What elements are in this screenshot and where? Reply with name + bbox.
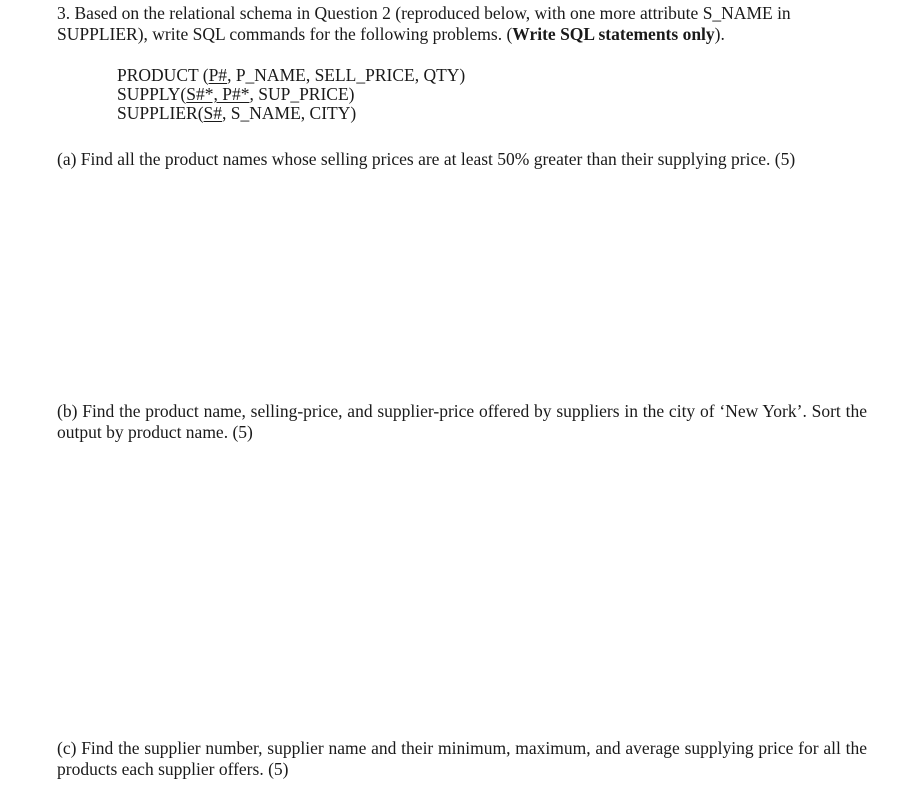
schema-product xyxy=(117,66,465,85)
schema-supply-attributes: , SUP_PRICE) xyxy=(249,84,355,104)
schema-product-name: PRODUCT ( xyxy=(117,65,209,85)
question-intro xyxy=(57,3,867,45)
schema-supplier-attributes: , S_NAME, CITY) xyxy=(222,103,357,123)
schema-supply xyxy=(117,85,465,104)
schema-supply-key: S#*, P#* xyxy=(186,84,250,104)
part-a: (a) Find all the product names whose selling prices are at least 50% greater than their supplying price. (5) xyxy=(57,149,796,169)
schema-product-attributes: , P_NAME, SELL_PRICE, QTY) xyxy=(227,65,466,85)
relational-schema xyxy=(117,66,465,123)
schema-supply-name: SUPPLY( xyxy=(117,84,187,104)
schema-supplier-key: S# xyxy=(203,103,223,123)
intro-text-end: ). xyxy=(714,24,725,44)
part-c: (c) Find the supplier number, supplier name and their minimum, maximum, and average supplying price for all the products each supplier offers. (5) xyxy=(57,738,867,779)
schema-product-key: P# xyxy=(208,65,228,85)
schema-supplier-name: SUPPLIER( xyxy=(117,103,204,123)
intro-text: 3. Based on the relational schema in Question 2 (reproduced below, with one more attribute S_NAME in SUPPLIER), write SQL commands for the following problems. ( xyxy=(57,3,791,44)
schema-supplier xyxy=(117,104,465,123)
part-b: (b) Find the product name, selling-price, and supplier-price offered by suppliers in the city of ‘New York’. Sort the output by product name. (5) xyxy=(57,401,867,442)
intro-bold-instruction: Write SQL statements only xyxy=(512,24,715,44)
